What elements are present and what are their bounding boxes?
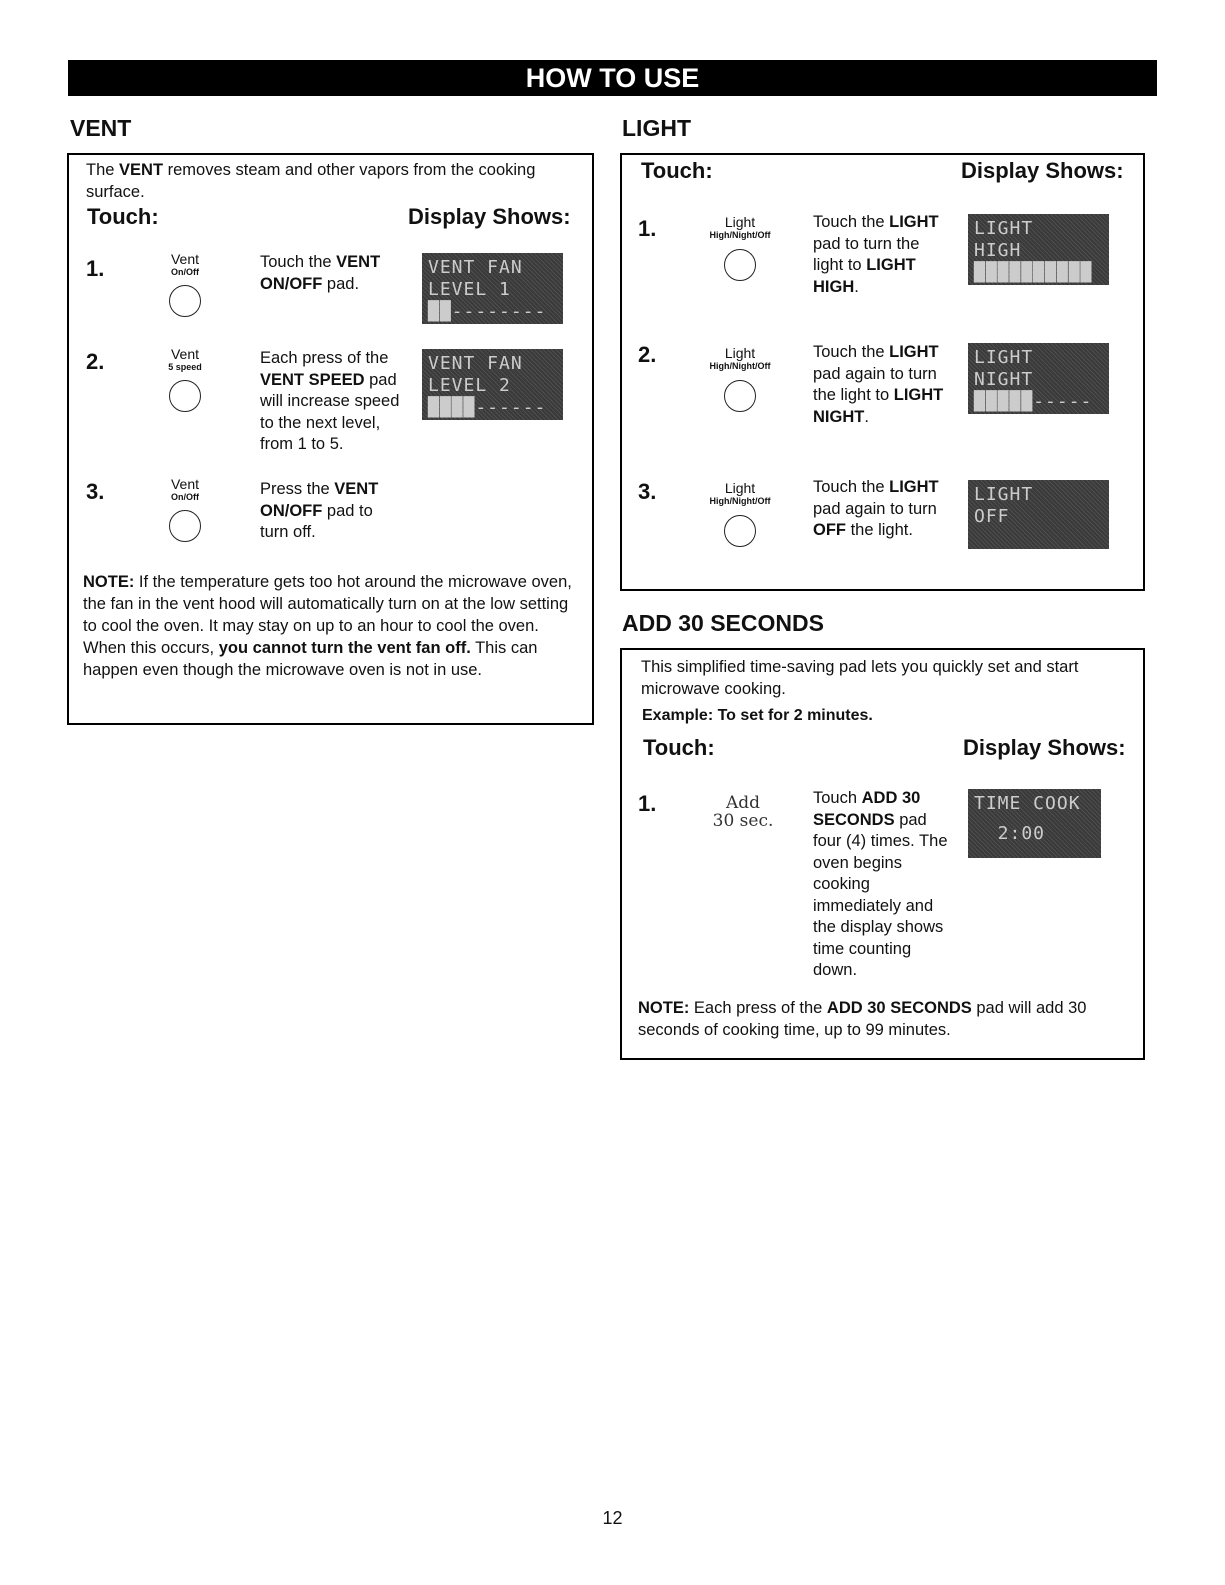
vent-display-2: VENT FAN LEVEL 2 ████------ (422, 349, 563, 420)
step-number: 1. (638, 216, 657, 241)
add30-display: TIME COOK 2:00 (968, 789, 1101, 858)
vent-note: NOTE: If the temperature gets too hot around the microwave oven, the fan in the vent hood will automatically turn on at the low setting to cool the oven. It may stay on up to an hour to cool the oven. When this occurs, you cannot turn the vent fan off. This can happen even though the microwave oven is not in use. (83, 573, 572, 679)
vent-display-label: Display Shows: (408, 204, 571, 229)
step-number: 1. (638, 791, 657, 816)
vent-on-off-pad-label: Vent On/Off (170, 476, 200, 502)
add-30-seconds-pad[interactable]: Add 30 sec. (712, 793, 774, 831)
step-number: 2. (638, 342, 657, 367)
light-pad[interactable] (724, 515, 756, 547)
add30-touch-label: Touch: (643, 735, 715, 760)
vent-on-off-pad[interactable] (169, 285, 201, 317)
light-display-2: LIGHT NIGHT █████----- (968, 343, 1109, 414)
page-banner: HOW TO USE (68, 60, 1157, 96)
vent-touch-label: Touch: (87, 204, 159, 229)
add30-step-1-text: Touch ADD 30 SECONDS pad four (4) times. The oven begins cooking immediately and the display shows time counting down. (813, 789, 948, 979)
vent-on-off-pad-label: Vent On/Off (170, 251, 200, 277)
add30-title: ADD 30 SECONDS (622, 610, 824, 636)
vent-title: VENT (70, 115, 132, 141)
vent-step-1-text: Touch the VENT ON/OFF pad. (260, 253, 381, 293)
light-pad-label: Light High/Night/Off (709, 480, 771, 506)
light-display-3: LIGHT OFF (968, 480, 1109, 549)
light-title: LIGHT (622, 115, 691, 141)
step-number: 3. (638, 479, 657, 504)
add30-note: NOTE: Each press of the ADD 30 SECONDS pad will add 30 seconds of cooking time, up to 99 minutes. (638, 999, 1087, 1039)
fan-level-bar: ██-------- (428, 301, 547, 322)
light-step-1-text: Touch the LIGHT pad to turn the light to LIGHT HIGH. (813, 213, 939, 296)
add30-example: Example: To set for 2 minutes. (642, 707, 873, 724)
light-pad-label: Light High/Night/Off (709, 345, 771, 371)
step-number: 3. (86, 479, 105, 504)
light-display-1: LIGHT HIGH ██████████ (968, 214, 1109, 285)
step-number: 1. (86, 256, 105, 281)
step-number: 2. (86, 349, 105, 374)
vent-speed-pad-label: Vent 5 speed (168, 346, 202, 372)
light-level-bar: █████----- (974, 391, 1093, 412)
fan-level-bar: ████------ (428, 397, 547, 418)
light-display-label: Display Shows: (961, 158, 1124, 183)
vent-intro: The VENT removes steam and other vapors from the cooking surface. (86, 161, 536, 201)
light-pad-label: Light High/Night/Off (709, 214, 771, 240)
vent-speed-pad[interactable] (169, 380, 201, 412)
add30-intro: This simplified time-saving pad lets you quickly set and start microwave cooking. (641, 658, 1079, 698)
light-pad[interactable] (724, 249, 756, 281)
vent-step-2-text: Each press of the VENT SPEED pad will increase speed to the next level, from 1 to 5. (260, 349, 400, 453)
light-pad[interactable] (724, 380, 756, 412)
light-touch-label: Touch: (641, 158, 713, 183)
add30-display-label: Display Shows: (963, 735, 1126, 760)
light-step-2-text: Touch the LIGHT pad again to turn the light to LIGHT NIGHT. (813, 343, 944, 426)
vent-on-off-pad[interactable] (169, 510, 201, 542)
page-number: 12 (602, 1508, 623, 1528)
vent-step-3-text: Press the VENT ON/OFF pad to turn off. (260, 480, 379, 541)
light-level-bar: ██████████ (974, 262, 1093, 283)
vent-display-1: VENT FAN LEVEL 1 ██-------- (422, 253, 563, 324)
light-step-3-text: Touch the LIGHT pad again to turn OFF the light. (813, 478, 939, 539)
